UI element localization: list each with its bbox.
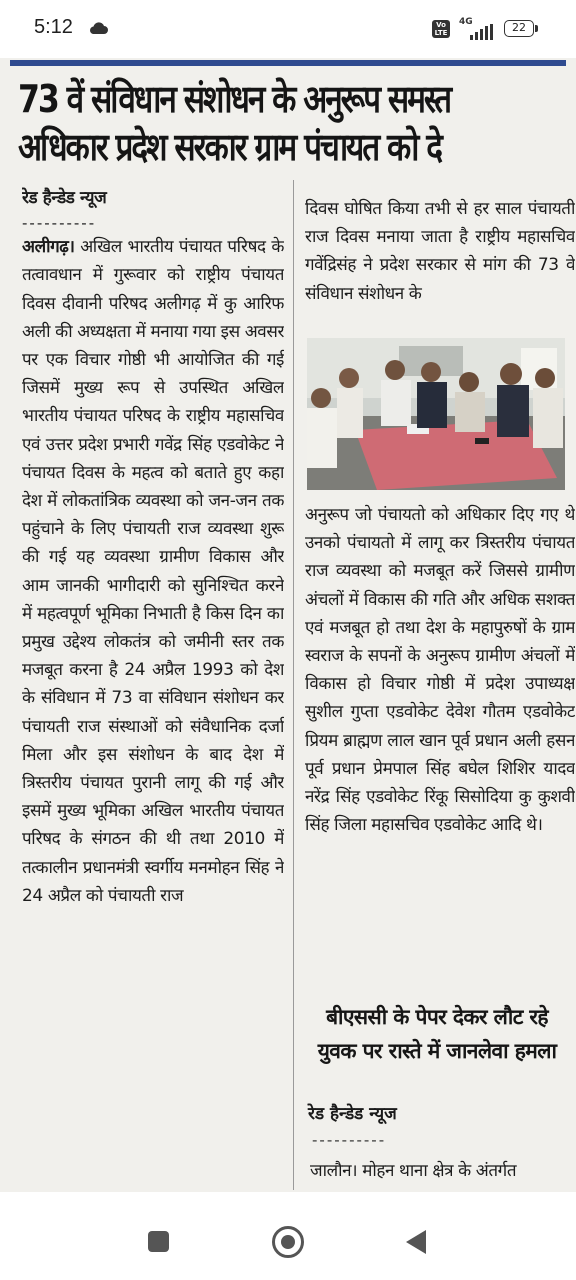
back-icon[interactable] bbox=[404, 1229, 428, 1255]
second-article-first-line: जालौन। मोहन थाना क्षेत्र के अंतर्गत bbox=[310, 1161, 517, 1181]
second-article-headline: बीएससी के पेपर देकर लौट रहे युवक पर रास्ते में जानलेवा हमला bbox=[317, 1005, 557, 1063]
article-body-right-top: दिवस घोषित किया तभी से हर साल पंचायती राज दिवस मनाया जाता है राष्ट्रीय महासचिव गवेंद्रिसंह ने प्रदेश सरकार से मांग की 73 वे संविधान संशोधन के bbox=[305, 199, 575, 304]
article-headline bbox=[18, 75, 473, 171]
status-bar bbox=[0, 0, 576, 58]
battery-tip bbox=[535, 25, 538, 32]
volte-icon: Vo LTE bbox=[432, 20, 450, 38]
headline-line-1: 73 वें संविधान संशोधन के अनुरूप समस्त bbox=[18, 77, 450, 121]
meeting-photo bbox=[307, 338, 565, 490]
network-type-label: 4G bbox=[459, 17, 473, 27]
battery-icon: 22 bbox=[504, 20, 534, 37]
article-dateline: अलीगढ़। bbox=[22, 237, 75, 258]
second-article-separator: ---------- bbox=[312, 1131, 387, 1149]
article-column-right-top bbox=[305, 195, 575, 337]
article-column-left bbox=[22, 184, 284, 1189]
byline-separator: ---------- bbox=[22, 214, 97, 233]
recents-icon[interactable] bbox=[148, 1231, 169, 1252]
article-body-left bbox=[22, 233, 284, 910]
top-rule bbox=[10, 60, 566, 66]
status-time: 5:12 bbox=[34, 16, 73, 38]
home-icon-dot bbox=[281, 1235, 295, 1249]
newspaper-clipping bbox=[0, 58, 576, 1192]
second-article-byline: रेड हैन्डेड न्यूज bbox=[308, 1104, 397, 1124]
article-body-right-bottom: अनुरूप जो पंचायतो को अधिकार दिए गए थे उनको पंचायतो में लागू कर त्रिस्तरीय पंचायत राज व्यवस्था को मजबूत करें जिससे ग्रामीण अंचलों में विकास की गति और अधिक सशक्त एवं मजबूत हो तथा देश के महापुरुषों के ग्राम स्वराज के सपनों के अनुरूप ग्रामीण अंचलों में विकास हो विचार गोष्ठी में प्रदेश उपाध्यक्ष सुशील गुप्ता एडवोकेट देवेश गौतम एडवोकेट प्रियम ब्राह्मण लाल खान पूर्व प्रधान अली हसन पूर्व प्रधान प्रेमपाल सिंह बघेल शिशिर यादव नरेंद्र सिंह एडवोकेट रिंकू सिसोदिया कु कुशवी सिंह जिला महासचिव एडवोकेट आदि थे। bbox=[305, 505, 575, 836]
column-divider bbox=[293, 180, 294, 1190]
article-byline: रेड हैन्डेड न्यूज bbox=[22, 188, 107, 208]
headline-line-2: अधिकार प्रदेश सरकार ग्राम पंचायत को दे bbox=[18, 125, 441, 169]
cloud-icon bbox=[88, 22, 108, 34]
signal-icon bbox=[460, 24, 496, 40]
meeting-photo-image bbox=[307, 338, 565, 490]
article-column-right-bottom bbox=[305, 501, 575, 991]
article-body-left-text: अखिल भारतीय पंचायत परिषद के तत्वावधान में गुरूवार को राष्ट्रीय पंचायत दिवस दीवानी परिषद अलीगढ़ में कु आरिफ अली की अध्यक्षता में मनाया गया इस अवसर पर एक विचार गोष्ठी भी आयोजित की गई जिसमें मुख्य रूप से उपस्थित अखिल भारतीय पंचायत परिषद के राष्ट्रीय महासचिव एवं उत्तर प्रदेश प्रभारी गवेंद्र सिंह एडवोकेट ने पंचायत दिवस के महत्व को बताते हुए कहा देश में लोकतांत्रिक व्यवस्था को जन-जन तक पहुंचाने के लिए पंचायती राज व्यवस्था शुरू की गई यह व्यवस्था ग्रामीण विकास और आम जानकी भागीदारी को सुनिश्चित करने में महत्वपूर्ण भूमिका निभाती है किस दिन का प्रमुख उद्देश्य लोकतंत्र को जमीनी स्तर तक मजबूत करना है 24 अप्रैल 1993 को देश के संविधान में 73 वा संविधान संशोधन कर पंचायती राज संस्थाओं को संवैधानिक दर्जा मिला और इस संशोधन के बाद देश में त्रिस्तरीय पंचायत पुरानी लागू की गई और इसमें मुख्य भूमिका अखिल भारतीय पंचायत परिषद के संगठन की थी तथा 2010 में तत्कालीन प्रधानमंत्री स्वर्गीय मनमोहन सिंह ने 24 अप्रैल को पंचायती राज bbox=[22, 237, 284, 906]
